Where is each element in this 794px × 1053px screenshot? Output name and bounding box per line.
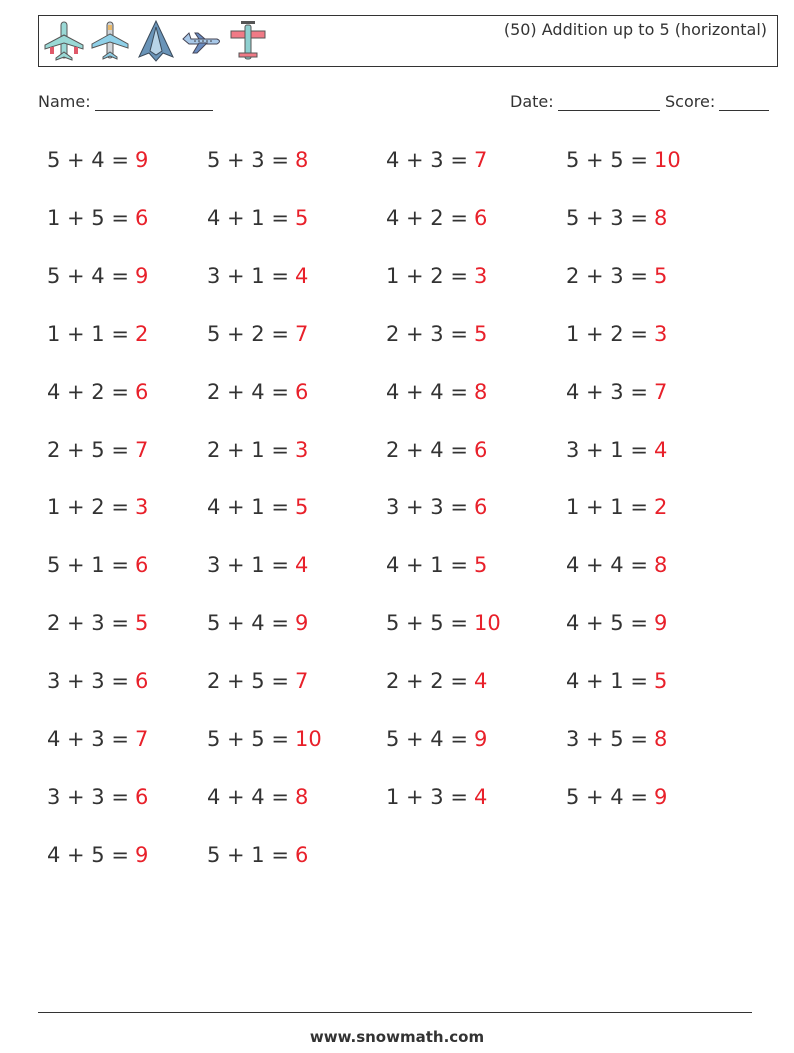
- worksheet-header: [38, 15, 778, 67]
- problem-answer: 6: [473, 495, 488, 520]
- problem-answer: 9: [134, 842, 149, 867]
- problem-equation: 2 + 5 =: [207, 669, 289, 694]
- problem-item: [207, 438, 308, 462]
- problem-answer: 9: [134, 263, 149, 288]
- problem-item: [566, 611, 667, 635]
- problem-equation: 3 + 3 =: [47, 784, 129, 809]
- problem-equation: 3 + 1 =: [207, 553, 289, 578]
- problem-equation: 2 + 1 =: [207, 437, 289, 462]
- problem-item: [566, 380, 667, 404]
- footer-rule: [38, 1012, 752, 1013]
- problem-equation: 1 + 5 =: [47, 205, 129, 230]
- problem-answer: 3: [294, 437, 309, 462]
- airplane-icon: [43, 19, 85, 63]
- problem-answer: 6: [134, 379, 149, 404]
- problem-equation: 1 + 1 =: [47, 321, 129, 346]
- score-blank[interactable]: [719, 94, 769, 111]
- worksheet-title: (50) Addition up to 5 (horizontal): [503, 20, 767, 39]
- problem-equation: 4 + 1 =: [566, 669, 648, 694]
- name-field: [38, 92, 213, 111]
- problem-equation: 4 + 4 =: [386, 379, 468, 404]
- problem-equation: 5 + 4 =: [47, 148, 129, 172]
- problem-item: [47, 843, 148, 867]
- problem-answer: 5: [473, 553, 488, 578]
- problem-item: [386, 206, 487, 230]
- problem-answer: 7: [294, 669, 309, 694]
- problem-item: [566, 206, 667, 230]
- problem-equation: 5 + 3 =: [207, 148, 289, 172]
- passenger-jet-icon: [181, 19, 223, 63]
- problem-item: [386, 611, 501, 635]
- problem-equation: 1 + 2 =: [386, 263, 468, 288]
- problem-equation: 2 + 2 =: [386, 669, 468, 694]
- problem-answer: 8: [294, 784, 309, 809]
- name-blank[interactable]: [95, 94, 213, 111]
- problem-item: [386, 380, 487, 404]
- problem-item: [47, 206, 148, 230]
- problem-equation: 5 + 5 =: [207, 727, 289, 751]
- problem-equation: 5 + 1 =: [47, 553, 129, 578]
- problem-answer: 2: [134, 321, 149, 346]
- problem-equation: 4 + 3 =: [386, 148, 468, 172]
- problem-answer: 9: [473, 727, 488, 751]
- problem-answer: 5: [294, 205, 309, 230]
- problem-answer: 6: [294, 379, 309, 404]
- problem-item: [207, 785, 308, 809]
- problem-answer: 4: [473, 669, 488, 694]
- name-label: Name:: [38, 92, 91, 111]
- problem-item: [386, 495, 487, 519]
- problem-equation: 5 + 4 =: [566, 784, 648, 809]
- score-field: [665, 92, 769, 111]
- problem-item: [47, 727, 148, 751]
- problem-answer: 5: [653, 263, 668, 288]
- problem-item: [566, 322, 667, 346]
- problem-equation: 2 + 4 =: [207, 379, 289, 404]
- problem-equation: 4 + 5 =: [566, 611, 648, 636]
- problem-item: [207, 669, 308, 693]
- problem-answer: 6: [294, 842, 309, 867]
- problem-equation: 5 + 4 =: [47, 263, 129, 288]
- problem-item: [386, 148, 487, 172]
- problem-answer: 5: [134, 611, 149, 636]
- problem-equation: 5 + 2 =: [207, 321, 289, 346]
- problem-answer: 4: [294, 263, 309, 288]
- problem-item: [207, 495, 308, 519]
- problem-item: [566, 438, 667, 462]
- problem-equation: 2 + 3 =: [386, 321, 468, 346]
- problem-item: [566, 553, 667, 577]
- date-field: [510, 92, 660, 111]
- problem-item: [47, 669, 148, 693]
- problem-answer: 8: [653, 553, 668, 578]
- problem-answer: 6: [473, 205, 488, 230]
- problem-equation: 1 + 2 =: [566, 321, 648, 346]
- problem-equation: 2 + 4 =: [386, 437, 468, 462]
- problem-item: [207, 843, 308, 867]
- problem-item: [386, 438, 487, 462]
- problem-item: [47, 264, 148, 288]
- problem-answer: 10: [653, 148, 681, 172]
- problem-equation: 5 + 5 =: [566, 148, 648, 172]
- problem-item: [47, 495, 148, 519]
- problem-equation: 2 + 5 =: [47, 437, 129, 462]
- problem-answer: 9: [134, 148, 149, 172]
- problem-answer: 8: [473, 379, 488, 404]
- problem-equation: 3 + 5 =: [566, 727, 648, 751]
- problem-answer: 6: [134, 669, 149, 694]
- problem-equation: 4 + 2 =: [47, 379, 129, 404]
- footer-url: www.snowmath.com: [309, 1028, 485, 1046]
- problem-item: [47, 322, 148, 346]
- problem-answer: 4: [473, 784, 488, 809]
- problem-item: [566, 669, 667, 693]
- date-label: Date:: [510, 92, 554, 111]
- problem-item: [566, 495, 667, 519]
- problem-answer: 5: [294, 495, 309, 520]
- problem-answer: 10: [294, 727, 322, 751]
- problem-item: [386, 553, 487, 577]
- problem-item: [386, 322, 487, 346]
- problem-equation: 1 + 3 =: [386, 784, 468, 809]
- problem-answer: 6: [473, 437, 488, 462]
- problem-equation: 5 + 4 =: [386, 727, 468, 751]
- problem-answer: 3: [653, 321, 668, 346]
- problem-answer: 8: [294, 148, 309, 172]
- propeller-plane-icon: [227, 19, 269, 63]
- problem-item: [47, 438, 148, 462]
- problem-equation: 4 + 1 =: [386, 553, 468, 578]
- problem-equation: 2 + 3 =: [47, 611, 129, 636]
- problem-answer: 7: [134, 437, 149, 462]
- problem-equation: 5 + 3 =: [566, 205, 648, 230]
- problem-item: [207, 727, 322, 751]
- problem-item: [207, 553, 308, 577]
- problem-item: [566, 785, 667, 809]
- problem-equation: 5 + 4 =: [207, 611, 289, 636]
- airplane-icon: [89, 19, 131, 63]
- problem-equation: 1 + 2 =: [47, 495, 129, 520]
- problem-answer: 7: [294, 321, 309, 346]
- problem-item: [566, 264, 667, 288]
- problem-answer: 3: [473, 263, 488, 288]
- problem-equation: 5 + 5 =: [386, 611, 468, 636]
- problem-answer: 6: [134, 205, 149, 230]
- problem-item: [386, 727, 487, 751]
- problem-answer: 8: [653, 205, 668, 230]
- problem-answer: 7: [473, 148, 488, 172]
- problem-item: [47, 148, 148, 172]
- problem-equation: 5 + 1 =: [207, 842, 289, 867]
- problem-equation: 4 + 1 =: [207, 205, 289, 230]
- problem-item: [207, 148, 308, 172]
- problem-item: [207, 380, 308, 404]
- problem-item: [386, 785, 487, 809]
- problem-answer: 6: [134, 784, 149, 809]
- problem-answer: 9: [294, 611, 309, 636]
- problem-equation: 3 + 1 =: [207, 263, 289, 288]
- score-label: Score:: [665, 92, 716, 111]
- header-icons: [43, 19, 269, 63]
- problem-item: [47, 611, 148, 635]
- problem-answer: 7: [134, 727, 149, 751]
- stealth-jet-icon: [135, 19, 177, 63]
- problem-answer: 5: [473, 321, 488, 346]
- problem-item: [386, 264, 487, 288]
- problem-item: [566, 727, 667, 751]
- problem-answer: 10: [473, 611, 501, 636]
- problem-item: [47, 553, 148, 577]
- problem-equation: 1 + 1 =: [566, 495, 648, 520]
- problem-answer: 6: [134, 553, 149, 578]
- problem-answer: 5: [653, 669, 668, 694]
- problem-answer: 9: [653, 611, 668, 636]
- problem-equation: 3 + 3 =: [386, 495, 468, 520]
- problem-item: [207, 611, 308, 635]
- problem-answer: 9: [653, 784, 668, 809]
- problem-item: [47, 785, 148, 809]
- date-blank[interactable]: [558, 94, 660, 111]
- problem-equation: 2 + 3 =: [566, 263, 648, 288]
- problem-item: [207, 322, 308, 346]
- problem-answer: 4: [653, 437, 668, 462]
- problem-equation: 4 + 4 =: [207, 784, 289, 809]
- problem-item: [207, 206, 308, 230]
- problem-answer: 2: [653, 495, 668, 520]
- problem-equation: 4 + 2 =: [386, 205, 468, 230]
- problem-item: [386, 669, 487, 693]
- problem-item: [566, 148, 681, 172]
- problem-equation: 3 + 1 =: [566, 437, 648, 462]
- problem-equation: 4 + 5 =: [47, 842, 129, 867]
- problem-answer: 8: [653, 727, 668, 751]
- problem-equation: 4 + 3 =: [566, 379, 648, 404]
- problem-equation: 4 + 4 =: [566, 553, 648, 578]
- problem-equation: 4 + 3 =: [47, 727, 129, 751]
- problem-answer: 7: [653, 379, 668, 404]
- problem-answer: 4: [294, 553, 309, 578]
- problem-item: [207, 264, 308, 288]
- problem-answer: 3: [134, 495, 149, 520]
- problem-item: [47, 380, 148, 404]
- problem-equation: 3 + 3 =: [47, 669, 129, 694]
- problem-equation: 4 + 1 =: [207, 495, 289, 520]
